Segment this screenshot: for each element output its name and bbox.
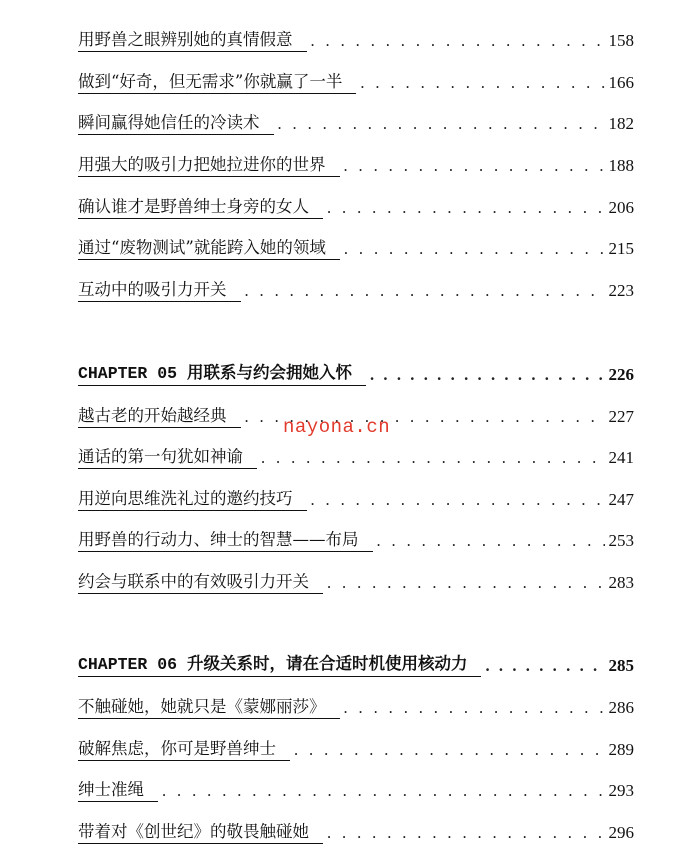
toc-entry-page: 188 (608, 156, 634, 175)
toc-entry[interactable] (78, 278, 634, 302)
toc-entry-title: 通过“废物测试”就能跨入她的领域 (78, 237, 340, 260)
dot-leader (340, 155, 605, 177)
toc-entry-page: 293 (608, 781, 634, 800)
dot-leader (158, 780, 605, 802)
toc-entry-title: 不触碰她，她就只是《蒙娜丽莎》 (78, 696, 340, 719)
toc-entry[interactable] (78, 195, 634, 219)
toc-entry[interactable] (78, 487, 634, 511)
toc-entry-page: 241 (608, 448, 634, 467)
toc-entry-page: 289 (608, 740, 634, 759)
toc-entry[interactable] (78, 111, 634, 135)
toc-entry-title: 用野兽的行动力、绅士的智慧——布局 (78, 529, 373, 552)
toc-entry[interactable] (78, 737, 634, 761)
toc-entry-page: 247 (608, 490, 634, 509)
toc-entry[interactable] (78, 445, 634, 469)
dot-leader (481, 655, 604, 677)
toc-entry-title: 越古老的开始越经典 (78, 405, 241, 428)
toc-entry-title: 用野兽之眼辨别她的真情假意 (78, 29, 307, 52)
toc-entry-page: 215 (608, 239, 634, 258)
chapter-label: CHAPTER 06 (78, 655, 178, 674)
dot-leader (366, 364, 605, 386)
chapter-label: CHAPTER 05 (78, 364, 178, 383)
toc-entry-page: 158 (608, 31, 634, 50)
toc-entry[interactable] (78, 153, 634, 177)
toc-entry-page: 166 (608, 73, 634, 92)
dot-leader (307, 30, 605, 52)
dot-leader (373, 530, 605, 552)
chapter-heading (78, 362, 366, 386)
dot-leader (323, 822, 605, 844)
toc-entry-title: 通话的第一句犹如神谕 (78, 446, 257, 469)
toc-entry-title: 绅士准绳 (78, 779, 158, 802)
dot-leader (290, 739, 605, 761)
toc-entry-title: 确认谁才是野兽绅士身旁的女人 (78, 196, 323, 219)
chapter-heading (78, 653, 481, 677)
dot-leader (241, 280, 605, 302)
toc-entry[interactable] (78, 778, 634, 802)
toc-entry-page: 283 (608, 573, 634, 592)
toc-entry-title: 互动中的吸引力开关 (78, 279, 241, 302)
toc-chapter-05[interactable] (78, 362, 634, 386)
dot-leader (274, 113, 605, 135)
toc-entry[interactable] (78, 820, 634, 844)
watermark: nayona.cn (283, 416, 391, 438)
toc-entry[interactable] (78, 528, 634, 552)
dot-leader (323, 572, 605, 594)
toc-entry-page: 223 (608, 281, 634, 300)
toc-entry-title: 用逆向思维洗礼过的邀约技巧 (78, 488, 307, 511)
toc-entry-title: 带着对《创世纪》的敬畏触碰她 (78, 821, 323, 844)
dot-leader (340, 238, 605, 260)
toc-entry[interactable] (78, 70, 634, 94)
chapter-title: 升级关系时，请在合适时机使用核动力 (186, 654, 468, 673)
toc-entry-page: 296 (608, 823, 634, 842)
toc-entry[interactable] (78, 236, 634, 260)
dot-leader (323, 197, 605, 219)
dot-leader (340, 697, 605, 719)
chapter-title: 用联系与约会拥她入怀 (186, 363, 352, 382)
toc-entry[interactable] (78, 570, 634, 594)
toc-entry-title: 瞬间赢得她信任的冷读术 (78, 112, 274, 135)
toc-entry-page: 227 (608, 407, 634, 426)
toc-entry[interactable] (78, 695, 634, 719)
toc-entry[interactable] (78, 28, 634, 52)
toc-entry-title: 用强大的吸引力把她拉进你的世界 (78, 154, 340, 177)
chapter-page: 285 (608, 656, 634, 675)
dot-leader (257, 447, 605, 469)
toc-entry-page: 286 (608, 698, 634, 717)
toc-entry-title: 做到“好奇，但无需求”你就赢了一半 (78, 71, 356, 94)
dot-leader (356, 72, 604, 94)
toc-entry-title: 破解焦虑，你可是野兽绅士 (78, 738, 290, 761)
toc-entry-page: 253 (608, 531, 634, 550)
dot-leader (307, 489, 605, 511)
toc-entry-title: 约会与联系中的有效吸引力开关 (78, 571, 323, 594)
toc-chapter-06[interactable] (78, 653, 634, 677)
toc-entry-page: 182 (608, 114, 634, 133)
chapter-page: 226 (608, 365, 634, 384)
toc-entry-page: 206 (608, 198, 634, 217)
